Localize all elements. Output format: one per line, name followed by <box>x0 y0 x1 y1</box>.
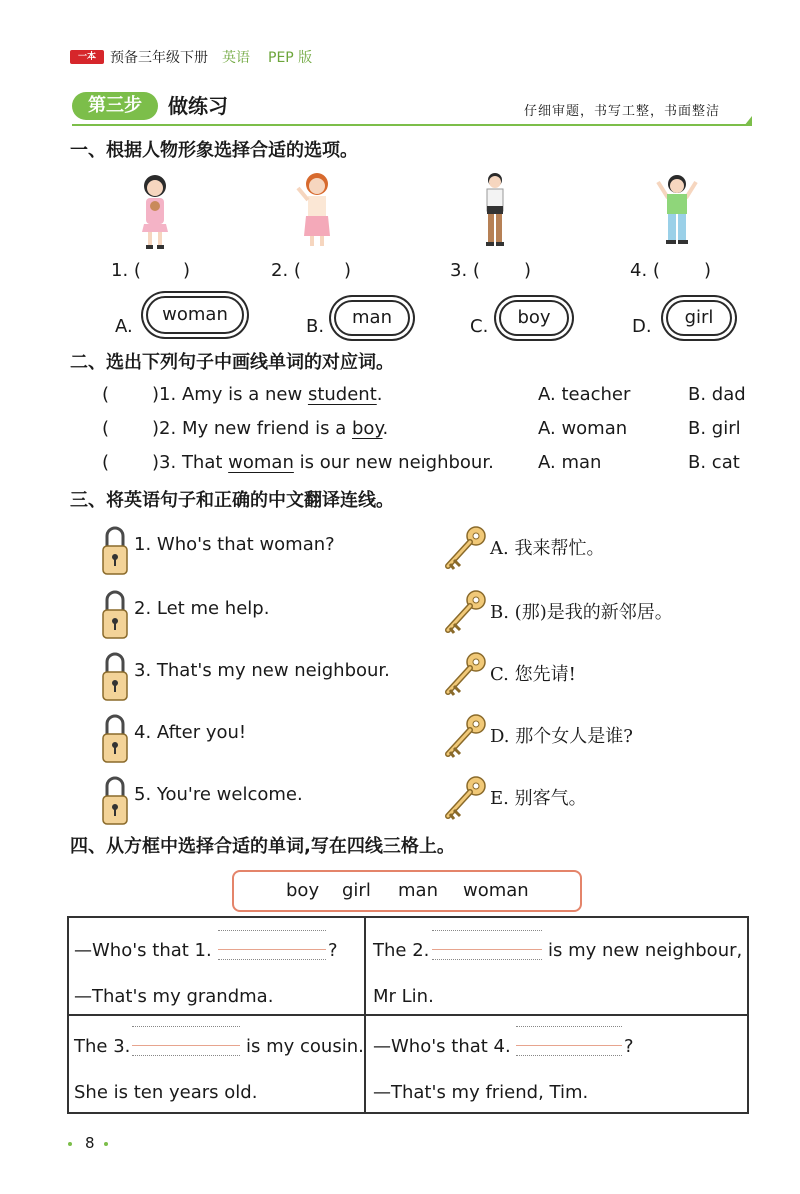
cell2-prefix: The 2. <box>373 940 430 961</box>
girl-holding-doll-figure <box>132 170 178 252</box>
edition-label: PEP 版 <box>268 50 313 66</box>
q3-number: 3. ( <box>450 260 480 281</box>
q3-close: ) <box>524 260 532 281</box>
row3-sentence: )3. That woman is our new neighbour. <box>152 452 494 473</box>
q2-number: 2. ( <box>271 260 301 281</box>
option-letter-d: D. <box>632 316 652 337</box>
match-english-3[interactable]: 3. That's my new neighbour. <box>134 660 390 681</box>
blank-1[interactable] <box>218 930 326 960</box>
match-chinese-b[interactable]: B. (那)是我的新邻居。 <box>490 602 673 623</box>
word-boy: boy <box>286 880 320 901</box>
brand-logo: 一本 <box>70 50 104 64</box>
match-english-4[interactable]: 4. After you! <box>134 722 247 743</box>
word-girl: girl <box>342 880 371 901</box>
option-woman: woman <box>146 296 244 334</box>
cell3-prefix: The 3. <box>74 1036 131 1057</box>
match-chinese-c[interactable]: C. 您先请! <box>490 664 576 685</box>
row3-option-a: A. man <box>538 452 602 473</box>
row1-option-b: B. dad <box>688 384 746 405</box>
lock-icon <box>100 772 130 830</box>
lock-icon <box>100 586 130 644</box>
row1-option-a: A. teacher <box>538 384 631 405</box>
cell4-line2: —That's my friend, Tim. <box>373 1082 589 1103</box>
row2-option-a: A. woman <box>538 418 628 439</box>
lock-icon <box>100 522 130 580</box>
paren-open: ( <box>102 384 110 405</box>
option-letter-a: A. <box>115 316 133 337</box>
match-english-1[interactable]: 1. Who's that woman? <box>134 534 335 555</box>
cell1-prefix: —Who's that 1. <box>74 940 212 961</box>
paren-open: ( <box>102 418 110 439</box>
cell1-suffix: ? <box>328 940 338 961</box>
key-icon <box>442 524 488 576</box>
woman-waving-figure <box>292 170 338 252</box>
key-icon <box>442 650 488 702</box>
subject-label: 英语 <box>222 50 250 66</box>
table-divider-horizontal <box>67 1014 747 1016</box>
word-man: man <box>398 880 438 901</box>
key-icon <box>442 712 488 764</box>
book-title: 预备三年级下册 <box>110 50 208 66</box>
row2-sentence: )2. My new friend is a boy. <box>152 418 389 439</box>
q2-close: ) <box>344 260 352 281</box>
q1-close: ) <box>183 260 191 281</box>
match-english-5[interactable]: 5. You're welcome. <box>134 784 303 805</box>
cell3-suffix: is my cousin. <box>246 1036 364 1057</box>
page-number: 8 <box>85 1134 95 1152</box>
part2-heading: 二、选出下列句子中画线单词的对应词。 <box>70 352 394 373</box>
option-boy: boy <box>499 300 569 336</box>
option-letter-b: B. <box>306 316 325 337</box>
option-girl: girl <box>666 300 732 336</box>
paren-open: ( <box>102 452 110 473</box>
word-woman: woman <box>463 880 529 901</box>
cell4-suffix: ? <box>624 1036 634 1057</box>
option-letter-c: C. <box>470 316 489 337</box>
step-badge: 第三步 <box>72 92 158 120</box>
row2-option-b: B. girl <box>688 418 741 439</box>
key-icon <box>442 588 488 640</box>
cell1-line2: —That's my grandma. <box>74 986 274 1007</box>
page-dot <box>68 1142 72 1146</box>
part4-heading: 四、从方框中选择合适的单词,写在四线三格上。 <box>70 836 455 857</box>
cell3-line2: She is ten years old. <box>74 1082 258 1103</box>
lock-icon <box>100 648 130 706</box>
q1-number: 1. ( <box>111 260 141 281</box>
match-chinese-a[interactable]: A. 我来帮忙。 <box>490 538 605 559</box>
q4-number: 4. ( <box>630 260 660 281</box>
divider-corner <box>744 116 752 126</box>
q4-close: ) <box>704 260 712 281</box>
blank-4[interactable] <box>516 1026 622 1056</box>
boy-waving-figure <box>654 170 700 252</box>
tip-text: 仔细审题，书写工整，书面整洁 <box>524 104 721 119</box>
cell2-suffix: is my new neighbour, <box>548 940 743 961</box>
row1-sentence: )1. Amy is a new student. <box>152 384 383 405</box>
cell2-line2: Mr Lin. <box>373 986 434 1007</box>
blank-2[interactable] <box>432 930 542 960</box>
match-english-2[interactable]: 2. Let me help. <box>134 598 270 619</box>
divider <box>72 124 752 126</box>
step-title: 做练习 <box>168 94 228 118</box>
part1-heading: 一、根据人物形象选择合适的选项。 <box>70 140 358 161</box>
part3-heading: 三、将英语句子和正确的中文翻译连线。 <box>70 490 394 511</box>
cell4-prefix: —Who's that 4. <box>373 1036 511 1057</box>
lock-icon <box>100 710 130 768</box>
man-standing-figure <box>472 170 518 252</box>
page-dot <box>104 1142 108 1146</box>
row3-option-b: B. cat <box>688 452 740 473</box>
option-man: man <box>334 300 410 336</box>
key-icon <box>442 774 488 826</box>
match-chinese-d[interactable]: D. 那个女人是谁? <box>490 726 633 747</box>
match-chinese-e[interactable]: E. 别客气。 <box>490 788 587 809</box>
blank-3[interactable] <box>132 1026 240 1056</box>
